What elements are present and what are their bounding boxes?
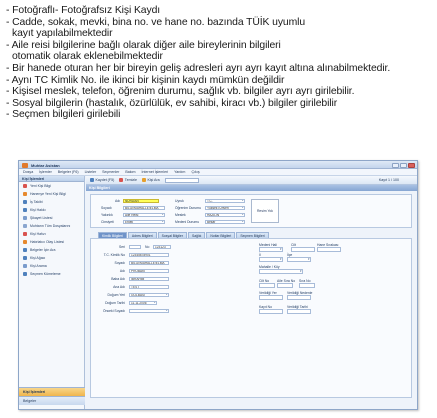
window-controls xyxy=(392,163,415,168)
no-field-input[interactable]: 123123 xyxy=(153,245,171,250)
registry-field-input[interactable] xyxy=(259,295,283,300)
menu-item-internet[interactable]: İnternet İşlemleri xyxy=(141,170,169,174)
app-icon xyxy=(22,163,28,168)
feature-line: - Kişisel meslek, telefon, öğrenim durumu, sağlık vb. bilgiler ayrı ayrı girilebilir. xyxy=(6,86,355,98)
sidebar-item-label: Kişi Hafızı xyxy=(30,232,46,236)
identity-field-label: T.C. Kimlik No xyxy=(103,253,125,257)
sidebar-item[interactable] xyxy=(19,254,84,262)
sidebar-item-icon xyxy=(23,256,27,260)
feature-line: - Fotoğraflı- Fotoğrafsız Kişi Kaydı xyxy=(6,5,161,16)
sidebar-item[interactable] xyxy=(19,230,84,238)
identity-field-input[interactable]: İBRAHİM xyxy=(129,277,169,282)
identity-field-label: Doğum Tarihi xyxy=(105,301,125,305)
registry-field-label: Sıra No xyxy=(299,279,311,283)
record-info: Kayıt 1 / 100 xyxy=(378,178,399,182)
identity-field-label: Önceki Soyadı xyxy=(102,309,125,313)
sidebar-item-label: Kişi Ağacı xyxy=(30,256,46,260)
top-field-label: Soyadı xyxy=(101,206,112,210)
registry-field-input[interactable] xyxy=(287,257,311,262)
maximize-button[interactable] xyxy=(400,163,407,168)
identity-field-input[interactable]: 11.11.2006 ▾ xyxy=(129,301,157,306)
identity-field-input[interactable]: GÖLBAŞI ▾ xyxy=(129,293,169,298)
save-icon xyxy=(90,178,94,182)
sidebar-item[interactable] xyxy=(19,238,84,246)
registry-field-input[interactable] xyxy=(287,309,311,314)
registry-field-label: İl xyxy=(259,253,261,257)
no-field-label: No xyxy=(145,245,150,249)
sidebar-item-icon xyxy=(23,264,27,268)
feature-line: - Sosyal bilgilerin (hastalık, özürlülük, ev sahibi, kiracı vb.) bilgiler girilebilir xyxy=(6,97,338,109)
top-field-label: Yakınlık xyxy=(101,213,113,217)
registry-field-label: Cilt No xyxy=(259,279,270,283)
save-label: Kaydet (F5) xyxy=(95,178,115,182)
tab-3[interactable]: Sağlık xyxy=(188,232,205,238)
sidebar-section-belgeler[interactable]: Belgeler xyxy=(19,396,85,405)
identity-field-input[interactable] xyxy=(129,245,141,250)
tab-1[interactable]: Adres Bilgileri xyxy=(128,232,157,238)
window-title: Muhtar Asistan xyxy=(31,163,60,168)
sidebar-section-kisi[interactable]: Kişi İşlemleri xyxy=(19,387,85,396)
record-navigator[interactable] xyxy=(379,178,418,182)
identity-field-input[interactable] xyxy=(129,309,169,314)
sidebar-item-label: Seçmen Kümeleme xyxy=(30,272,61,276)
top-field-input[interactable]: Erkek ▾ xyxy=(123,220,165,225)
top-right-field-input[interactable]: Yüksek (Ünver) ▾ xyxy=(205,206,245,211)
registry-field-input[interactable] xyxy=(259,283,275,288)
toolbar-search-input[interactable] xyxy=(165,178,199,183)
save-button[interactable] xyxy=(90,178,114,182)
sidebar-item[interactable] xyxy=(19,182,84,190)
sidebar-item-label: Kişi Arama xyxy=(30,264,47,268)
toolbar xyxy=(86,176,418,185)
top-field-input[interactable]: Aile Reisi ▾ xyxy=(123,213,165,218)
registry-field-input[interactable] xyxy=(277,283,293,288)
registry-field-label: Verildiği Nedenle xyxy=(287,291,313,295)
registry-field-label: Verildiği Yer xyxy=(259,291,277,295)
menu-item-islemler[interactable]: İşlemler xyxy=(39,170,52,174)
sidebar-item[interactable] xyxy=(19,262,84,270)
clear-icon xyxy=(119,178,123,182)
top-right-field-input[interactable]: HAZİLİN ▾ xyxy=(205,213,245,218)
registry-field-input[interactable] xyxy=(299,283,315,288)
registry-field-input[interactable] xyxy=(259,269,303,274)
menu-item-yardim[interactable]: Yardım xyxy=(174,170,186,174)
sidebar-item[interactable] xyxy=(19,222,84,230)
top-right-field-input[interactable]: Bekar ▾ xyxy=(205,220,245,225)
sidebar-item-icon xyxy=(23,216,27,220)
identity-field-label: Seri xyxy=(118,245,125,249)
registry-field-input[interactable] xyxy=(259,257,283,262)
top-field-label: Adı xyxy=(115,199,121,203)
registry-field-input[interactable] xyxy=(287,295,311,300)
sidebar-item[interactable] xyxy=(19,190,84,198)
sidebar xyxy=(19,176,85,410)
menu-item-secmenler[interactable]: Seçmenler xyxy=(102,170,120,174)
sidebar-item-label: Kişi Hakkı xyxy=(30,208,46,212)
sidebar-item-label: Hatırlatıcı Olay Listesi xyxy=(30,240,65,244)
sidebar-item-label: Muhtarın Tüm Dosyalarını xyxy=(30,224,71,228)
sidebar-item-label: Hanenye Yeni Kişi Bilgi xyxy=(30,192,66,196)
main-panel xyxy=(86,176,418,410)
sidebar-item[interactable] xyxy=(19,206,84,214)
feature-list xyxy=(6,5,434,121)
top-right-field-label: Uyruk xyxy=(175,199,184,203)
sidebar-item-icon xyxy=(23,272,27,276)
menu-item-bakim[interactable]: Bakım xyxy=(125,170,136,174)
sidebar-item-label: İş Takibi xyxy=(30,200,43,204)
registry-field-input[interactable] xyxy=(259,247,283,252)
feature-line: - Aynı TC Kimlik No. ile ikinci bir kişinin kaydı mümkün değildir xyxy=(6,74,285,86)
sidebar-item-icon xyxy=(23,224,27,228)
identity-field-label: Doğum Yeri xyxy=(107,293,125,297)
feature-line: - Bir hanede oturan her bir bireyin geliş adresleri ayrı ayrı kayıt altına alınabilmektedir. xyxy=(6,62,391,74)
close-button[interactable] xyxy=(408,163,415,168)
clear-label: Temizle xyxy=(124,178,137,182)
detail-tabs xyxy=(98,232,269,238)
sidebar-item[interactable] xyxy=(19,246,84,254)
sidebar-item[interactable] xyxy=(19,198,84,206)
sidebar-item-icon xyxy=(23,184,27,188)
sidebar-item-icon xyxy=(23,232,27,236)
top-field-label: Cinsiyeti xyxy=(101,220,114,224)
sidebar-item-icon xyxy=(23,248,27,252)
sidebar-item[interactable] xyxy=(19,214,84,222)
sidebar-item-label: Belgeler İçin Ara xyxy=(30,248,56,252)
registry-field-label: Kayıt No xyxy=(259,305,273,309)
section-header: Kişi Bilgileri xyxy=(86,185,418,191)
identity-field-input[interactable]: PROBAKİ xyxy=(129,269,169,274)
identity-field-label: Ana Adı xyxy=(113,285,125,289)
tab-4[interactable]: Notlar Bilgileri xyxy=(206,232,235,238)
registry-field-label: Aile Sıra No xyxy=(277,279,296,283)
search-label: Kişi Ara xyxy=(147,178,160,182)
sidebar-item-icon xyxy=(23,208,27,212)
top-field-input[interactable]: NURDAN xyxy=(123,199,159,204)
top-right-field-label: Meslek xyxy=(175,213,186,217)
registry-field-input[interactable] xyxy=(317,247,341,252)
identity-field-label: Baba Adı xyxy=(111,277,125,281)
clear-button[interactable] xyxy=(119,178,137,182)
search-person-button[interactable] xyxy=(142,178,160,182)
window-titlebar xyxy=(19,161,417,169)
feature-line: - Aile reisi bilgilerine bağlı olarak diğer aile bireylerinin bilgileri xyxy=(6,39,281,51)
top-right-field-label: Öğrenim Durumu xyxy=(175,206,202,210)
identity-panel xyxy=(90,238,412,398)
photo-placeholder[interactable]: Resim Yok xyxy=(251,199,279,223)
feature-line: kayıt yapılabilmektedir xyxy=(12,28,113,40)
registry-field-label: Verildiği Tarihi xyxy=(287,305,308,309)
minimize-button[interactable] xyxy=(392,163,399,168)
search-icon xyxy=(142,178,146,182)
menu-item-cikis[interactable]: Çıkış xyxy=(191,170,200,174)
registry-field-label: Hane Sırakası xyxy=(317,243,339,247)
feature-line: otomatik olarak eklenebilmektedir xyxy=(12,51,163,63)
identity-field-input[interactable]: TEST xyxy=(129,285,169,290)
registry-field-label: Cilt xyxy=(291,243,296,247)
app-screenshot xyxy=(18,160,418,410)
tab-2[interactable]: Sosyal Bilgiler xyxy=(158,232,187,238)
sidebar-item-icon xyxy=(23,200,27,204)
feature-line: - Cadde, sokak, mevki, bina no. ve hane no. bazında TÜİK uyumlu xyxy=(6,16,306,28)
sidebar-item-icon xyxy=(23,240,27,244)
sidebar-item-label: Yeni Kişi Bilgi xyxy=(30,184,51,188)
menu-item-listeler[interactable]: Listeler xyxy=(84,170,97,174)
tab-5[interactable]: Seçmen Bilgileri xyxy=(236,232,268,238)
identity-field-label: Adı xyxy=(119,269,125,273)
sidebar-header: Kişi İşlemleri xyxy=(19,176,84,182)
top-right-field-input[interactable]: T.C. ▾ xyxy=(205,199,245,204)
sidebar-item[interactable] xyxy=(19,270,84,278)
identity-field-input[interactable]: 12345678901 xyxy=(129,253,169,258)
registry-field-label: Medeni Hali xyxy=(259,243,277,247)
sidebar-item-label: Şikayet Listesi xyxy=(30,216,53,220)
identity-field-label: Soyadı xyxy=(114,261,125,265)
person-summary-panel xyxy=(90,194,412,228)
top-field-input[interactable]: BİLGİ/MAHALLE/ELMA xyxy=(123,206,165,211)
feature-line: - Seçmen bilgileri girilebili xyxy=(6,109,121,121)
sidebar-item-icon xyxy=(23,192,27,196)
menu-item-dosya[interactable]: Dosya xyxy=(23,170,34,174)
identity-field-input[interactable]: BİLGİ/MAHALLE/ELMA xyxy=(129,261,169,266)
registry-field-input[interactable] xyxy=(291,247,315,252)
registry-field-input[interactable] xyxy=(259,309,283,314)
tab-0[interactable]: Kimlik Bilgileri xyxy=(98,232,127,238)
registry-field-label: Mahalle / Köy xyxy=(259,265,280,269)
top-right-field-label: Medeni Durumu xyxy=(175,220,200,224)
menu-bar xyxy=(19,169,417,176)
menu-item-belgeler[interactable]: Belgeler (F6) xyxy=(57,170,79,174)
registry-field-label: İlçe xyxy=(287,253,293,257)
